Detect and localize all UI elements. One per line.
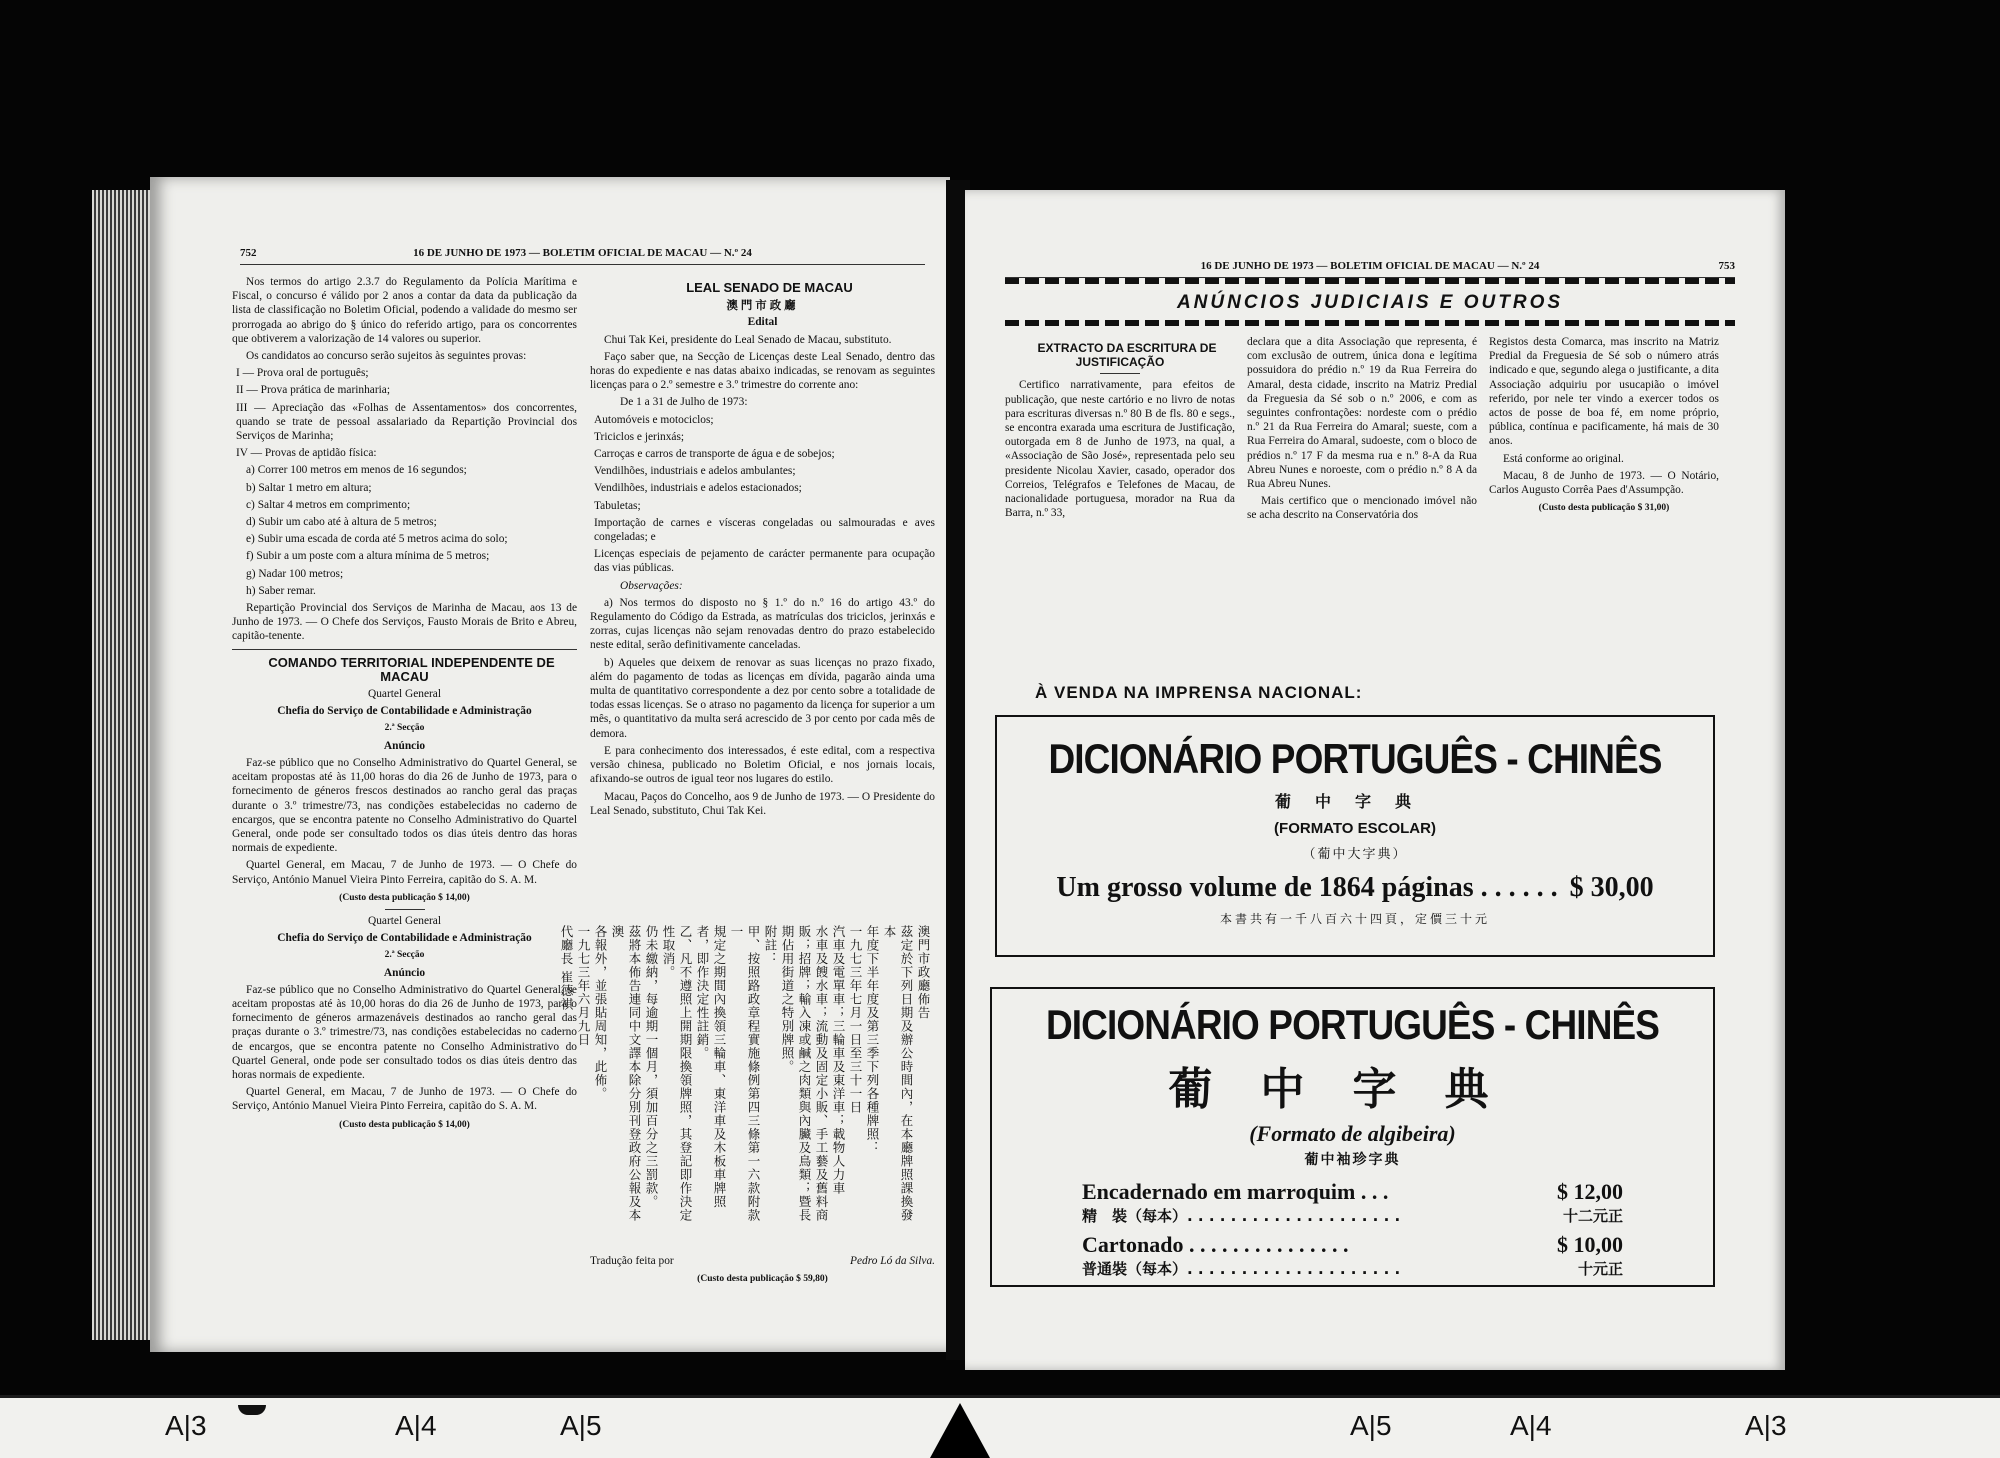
ad-title-zh: 葡中字典 [1274, 792, 1435, 811]
divider [232, 649, 577, 650]
frame-mark: A|3 [165, 1410, 207, 1441]
venda-heading: À VENDA NA IMPRENSA NACIONAL: [1035, 683, 1363, 702]
licenca-item: Triciclos e jerinxás; [594, 430, 685, 443]
extracto-heading: EXTRACTO DA ESCRITURA DE JUSTIFICAÇÃO [1037, 341, 1217, 370]
running-title: 16 DE JUNHO DE 1973 — BOLETIM OFICIAL DE MACAU — N.º 24 [1200, 260, 1540, 272]
left-header [240, 247, 925, 265]
ad-note-zh: 本書共有一千八百六十四頁，定價三十元 [1219, 912, 1490, 926]
left-column-1 [232, 275, 577, 1135]
provas-intro: Os candidatos ao concurso serão sujeitos às seguintes provas: [246, 350, 527, 363]
extracto-col-1 [1005, 335, 1235, 523]
chefia-heading: Chefia do Serviço de Contabilidade e Administração [277, 705, 532, 718]
chinese-line: 乙、凡不遵照上開期限換領牌照，其登記即作決定性取消。 [661, 925, 693, 1222]
edital-cost: (Custo desta publicação $ 59,80) [697, 1274, 828, 1285]
aptidao-item: a) Correr 100 metros em menos de 16 segundos; [246, 464, 467, 477]
price-row [1082, 1179, 1623, 1205]
frame-mark: A|4 [1510, 1410, 1552, 1441]
extracto-text-2: declara que a dita Associação que representa, é com exclusão de outrem, única dona e legítima possuidora do prédio n.º 19 da Rua Ferreira do Amaral, desta cidade, inscrito na Matriz Predial da Freguesia da Sé sob o n.º 2006, e com as seguintes confrontações: nordeste com o prédio n.º 21 da Rua Ferreira do Amaral; sueste, com a Rua Ferreira do Amaral, sudoeste, com o bloco de prédios n.º 17 F da mesma rua e n.º 8-A da Rua Abreu Nunes e noroeste, com o prédio n.º 8 A da Rua Abreu Nunes. [1247, 336, 1477, 491]
divider [385, 909, 425, 910]
ad-price: $ 30,00 [1569, 872, 1654, 903]
quartel-general: Quartel General [367, 688, 442, 701]
chinese-line: 期佔用街道之特別牌照。 [780, 925, 795, 1074]
aptidao-item: g) Nadar 100 metros; [246, 567, 344, 580]
extracto-cost: (Custo desta publicação $ 31,00) [1538, 503, 1670, 514]
observacao-b: b) Aqueles que deixem de renovar as suas licenças no prazo fixado, além do pagamento de todas as licenças em dívida, pagarão ainda uma multa de quantitativo correspondente a dez por cento sobre a totalidade de todas essas licenças. Se o atraso no pagamento da licença for superior a um mês, o quantitativo da multa será acrescido de 3 por cento por cada mês de demora. [590, 656, 935, 740]
chinese-line: 規定之期間內換領三輪車、東洋車及木板車牌照者，即作決定性註銷。 [695, 925, 727, 1209]
chinese-line: 汽車及電單車；三輪車及東洋車；載物人力車 [831, 925, 846, 1195]
anuncio2-signature: Quartel General, em Macau, 7 de Junho de 1973. — O Chefe do Serviço, António Manuel Vieira Pinto Ferreira, capitão do S. A. M. [232, 1086, 577, 1113]
price-value: 十元正 [1577, 1260, 1623, 1278]
edital-heading: Edital [747, 316, 778, 329]
anuncio-heading: Anúncio [383, 739, 426, 752]
edital-signature: Macau, Paços do Concelho, aos 9 de Junho de 1973. — O Presidente do Leal Senado, substituto, Chui Tak Kei. [590, 790, 935, 817]
chefia-heading-2: Chefia do Serviço de Contabilidade e Administração [277, 932, 532, 945]
price-label: 普通裝（每本）. . . . . . . . . . . . . . . . . . . . [1082, 1260, 1401, 1278]
page-number: 752 [240, 247, 257, 259]
section-title: ANÚNCIOS JUDICIAIS E OUTROS [1176, 292, 1564, 313]
aptidao-item: c) Saltar 4 metros em comprimento; [246, 498, 411, 511]
dictionary-ad-school [995, 715, 1715, 957]
licenca-item: Licenças especiais de pejamento de carácter permanente para ocupação das vias públicas. [594, 548, 935, 575]
comando-heading: COMANDO TERRITORIAL INDEPENDENTE DE MACAU [268, 654, 555, 684]
ad-format: (FORMATO ESCOLAR) [1274, 820, 1436, 837]
ad-volume-row [997, 872, 1713, 904]
aptidao-item: d) Subir um cabo até à altura de 5 metros; [246, 516, 437, 529]
traducao-label: Tradução feita por [590, 1255, 674, 1267]
licenca-item: Vendilhões, industriais e adelos estacionados; [594, 482, 802, 495]
chinese-line: 澳門市政廳佈告 [916, 925, 931, 1020]
price-value: 十二元正 [1562, 1207, 1623, 1225]
frame-mark: A|4 [395, 1410, 437, 1441]
quartel-general-2: Quartel General [367, 914, 442, 927]
ad-volume-text: Um grosso volume de 1864 páginas . . . . . . [1056, 872, 1558, 903]
chinese-line: 代廳長 崔德祺 [559, 925, 574, 1011]
seccao-2: 2.ª Secção [384, 950, 425, 961]
extracto-col-2 [1247, 335, 1477, 526]
seccao: 2.ª Secção [384, 723, 425, 734]
price-label: 精 裝（每本）. . . . . . . . . . . . . . . . . . . . [1082, 1207, 1401, 1225]
chinese-line: 仍未繳納，每逾期一個月，須加百分之三罰款。 [644, 925, 659, 1209]
extracto-text-4: Registos desta Comarca, mas inscrito na Matriz Predial da Freguesia de Sé sob o número atrás indicado e que, segundo alega o justificante, a dita Associação adquiriu por usucapião o imóvel referido, por nele ter vindo a exercer todos os actos de posse de boa fé, em nome próprio, pública, contínua e pacificamente, há mais de 30 anos. [1489, 336, 1719, 448]
left-column-2 [590, 275, 935, 821]
traducao-block [590, 1254, 935, 1289]
ad-title: DICIONÁRIO PORTUGUÊS - CHINÊS [1045, 1001, 1660, 1048]
dashed-rule [1005, 320, 1735, 326]
book-fore-edge [92, 190, 152, 1340]
frame-mark: A|3 [1745, 1410, 1787, 1441]
leal-senado-heading-zh: 澳門市政廳 [726, 298, 799, 313]
price-row [1082, 1205, 1623, 1226]
observacao-a: a) Nos termos do disposto no § 1.º do n.º 16 do artigo 43.º do Regulamento do Código da Estrada, as matrículas dos triciclos, jerinxás e zorras, cujas licenças não sejam renovadas dentro do prazo estabelecido neste edital, serão definitivamente canceladas. [590, 596, 935, 652]
chinese-edital [558, 925, 932, 1225]
aptidao-item: f) Subir a um poste com a altura mínima de 5 metros; [246, 550, 490, 563]
ad-format-zh: 葡中袖珍字典 [1304, 1152, 1401, 1168]
chinese-line: 茲定於下列日期及辦公時間內，在本廳牌照課換發本 [882, 925, 914, 1222]
film-notch [930, 1403, 990, 1458]
chinese-line: 水車及餿水車；流動及固定小販、手工藝及舊料商 [814, 925, 829, 1222]
prova-item: III — Apreciação das «Folhas de Assentamentos» dos concorrentes, quando se trate de pessoal assalariado da Repartição Provincial dos Serviços de Marinha; [236, 401, 577, 443]
extracto-signature: Macau, 8 de Junho de 1973. — O Notário, Carlos Augusto Corrêa Paes d'Assumpção. [1489, 469, 1719, 497]
marinha-signature: Repartição Provincial dos Serviços de Marinha de Macau, aos 13 de Junho de 1973. — O Chefe dos Serviços, Fausto Morais de Brito e Abreu, capitão-tenente. [232, 602, 577, 643]
chinese-line: 一九七三年六月九日 [576, 925, 591, 1047]
anuncio-heading-2: Anúncio [383, 966, 426, 979]
licenca-item: Carroças e carros de transporte de água e de sobejos; [594, 448, 835, 461]
edital-final: E para conhecimento dos interessados, é este edital, com a respectiva versão chinesa, publicado no Boletim Oficial, e nos jornais locais, afixando-se outros de igual teor nos lugares do estilo. [590, 744, 935, 786]
licenca-item: Importação de carnes e vísceras congeladas ou salmouradas e aves congeladas; e [594, 516, 935, 544]
prova-item: II — Prova prática de marinharia; [236, 384, 391, 397]
aptidao-item: b) Saltar 1 metro em altura; [246, 481, 372, 494]
observacoes-heading: Observações: [620, 579, 683, 592]
aptidao-item: e) Subir uma escada de corda até 5 metros acima do solo; [246, 533, 508, 546]
extracto-text-3: Mais certifico que o mencionado imóvel não se acha descrito na Conservatória dos [1247, 495, 1477, 522]
price-row [1082, 1232, 1623, 1258]
ad-title: DICIONÁRIO PORTUGUÊS - CHINÊS [1048, 735, 1662, 782]
page-number: 753 [1718, 260, 1735, 272]
extracto-conforme: Está conforme ao original. [1503, 452, 1624, 465]
right-page [965, 190, 1785, 1370]
extracto-text-1: Certifico narrativamente, para efeitos de publicação, que neste cartório e no livro de notas para escrituras diversas n.º 80 B de fls. 80 e segs., se encontra exarada uma escritura de Justificação, outorgada em 8 de Junho de 1973, na qual, a «Associação de São José», representada pelo seu presidente Nicolau Xavier, casado, operador dos Correios, Telégrafos e Telefones de Macau, de nacionalidade portuguesa, morador na Rua da Barra, n.º 33, [1005, 379, 1235, 520]
prova-item: I — Prova oral de português; [236, 367, 369, 380]
edital-p2: Faço saber que, na Secção de Licenças deste Leal Senado, dentro das horas do expediente e nas datas abaixo indicadas, se renovam as seguintes licenças para o 2.º semestre e 3.º trimestre do corrente ano: [590, 350, 935, 392]
tradutor-name: Pedro Ló da Silva. [849, 1255, 935, 1267]
ad-format-zh: （葡中大字典） [1302, 847, 1408, 862]
chinese-line: 販；招牌；輸入凍或鹹之肉類與內臟及鳥類；暨長 [797, 925, 812, 1222]
film-strip [0, 1395, 2000, 1458]
chinese-line: 各報外，並張貼周知，此佈。 [593, 925, 608, 1101]
licenca-item: Tabuletas; [594, 499, 641, 512]
edital-p1: Chui Tak Kei, presidente do Leal Senado de Macau, substituto. [604, 333, 892, 346]
concurso-intro: Nos termos do artigo 2.3.7 do Regulamento da Polícia Marítima e Fiscal, o concurso é válido por 2 anos a contar da data da publicação da lista de classificação no Boletim Oficial, podendo a validade do mesmo ser prorrogada ao abrigo do § único do referido artigo, para os concorrentes que obtiverem a valorização de 14 valores ou superior. [232, 276, 577, 345]
chinese-line: 一九七三年七月一日至三十一日 [848, 925, 863, 1114]
anuncio1-signature: Quartel General, em Macau, 7 de Junho de 1973. — O Chefe do Serviço, António Manuel Vieira Pinto Ferreira, capitão do S. A. M. [232, 859, 577, 886]
anuncio1-text: Faz-se público que no Conselho Administrativo do Quartel General, se aceitam propostas até às 11,00 horas do dia 26 de Junho de 1973, para o fornecimento de géneros frescos destinados ao rancho geral das praças durante o 3.º trimestre/73, nas condições estabelecidas no caderno de encargos, que se encontra patente no Conselho Administrativo do Quartel General, onde pode ser consultado todos os dias úteis dentro das horas normais de expediente. [232, 756, 577, 855]
anuncio1-cost: (Custo desta publicação $ 14,00) [339, 892, 470, 903]
licenca-item: Vendilhões, industriais e adelos ambulantes; [594, 465, 796, 478]
price-value: $ 10,00 [1557, 1232, 1623, 1257]
right-header [1005, 260, 1735, 278]
extracto-col-3 [1489, 335, 1719, 518]
divider [1100, 373, 1140, 374]
dashed-rule [1005, 278, 1735, 284]
dictionary-ad-pocket [990, 987, 1715, 1287]
chinese-line: 附註： [763, 925, 778, 966]
licenca-item: Automóveis e motociclos; [594, 413, 714, 426]
price-value: $ 12,00 [1557, 1179, 1623, 1204]
anuncio2-text: Faz-se público que no Conselho Administrativo do Quartel General, se aceitam propostas até às 10,00 horas do dia 26 de Junho de 1973, para o fornecimento de géneros armazenáveis destinados ao rancho geral das praças durante o 3.º trimestre/73, nas condições estabelecidas no caderno de encargos, que se encontra patente no Conselho Administrativo do Quartel General, onde pode ser consultado todos os dias úteis dentro das horas normais de expediente. [232, 983, 577, 1081]
price-label: Cartonado . . . . . . . . . . . . . . . [1082, 1232, 1349, 1257]
chinese-line: 茲將本佈告連同中文譯本除分別刊登政府公報及本澳 [610, 925, 642, 1222]
frame-mark: A|5 [1350, 1410, 1392, 1441]
left-page [150, 177, 950, 1352]
anuncio2-cost: (Custo desta publicação $ 14,00) [339, 1119, 470, 1130]
chinese-line: 甲、按照路政章程實施條例第四三條第一六款附款一 [729, 925, 761, 1222]
aptidao-item: h) Saber remar. [246, 584, 316, 597]
edital-period: De 1 a 31 de Julho de 1973: [620, 396, 748, 409]
ad-title-zh: 葡中字典 [1168, 1064, 1537, 1115]
prova-item: IV — Provas de aptidão física: [236, 447, 377, 460]
price-label: Encadernado em marroquim . . . [1082, 1179, 1389, 1204]
traducao-line [590, 1254, 935, 1268]
leal-senado-heading: LEAL SENADO DE MACAU [686, 280, 853, 295]
running-title: 16 DE JUNHO DE 1973 — BOLETIM OFICIAL DE MACAU — N.º 24 [413, 247, 752, 259]
chinese-line: 年度下半年度及第三季下列各種牌照： [865, 925, 880, 1155]
price-row [1082, 1258, 1623, 1279]
frame-mark: A|5 [560, 1410, 602, 1441]
ad-format: (Formato de algibeira) [1249, 1121, 1456, 1146]
